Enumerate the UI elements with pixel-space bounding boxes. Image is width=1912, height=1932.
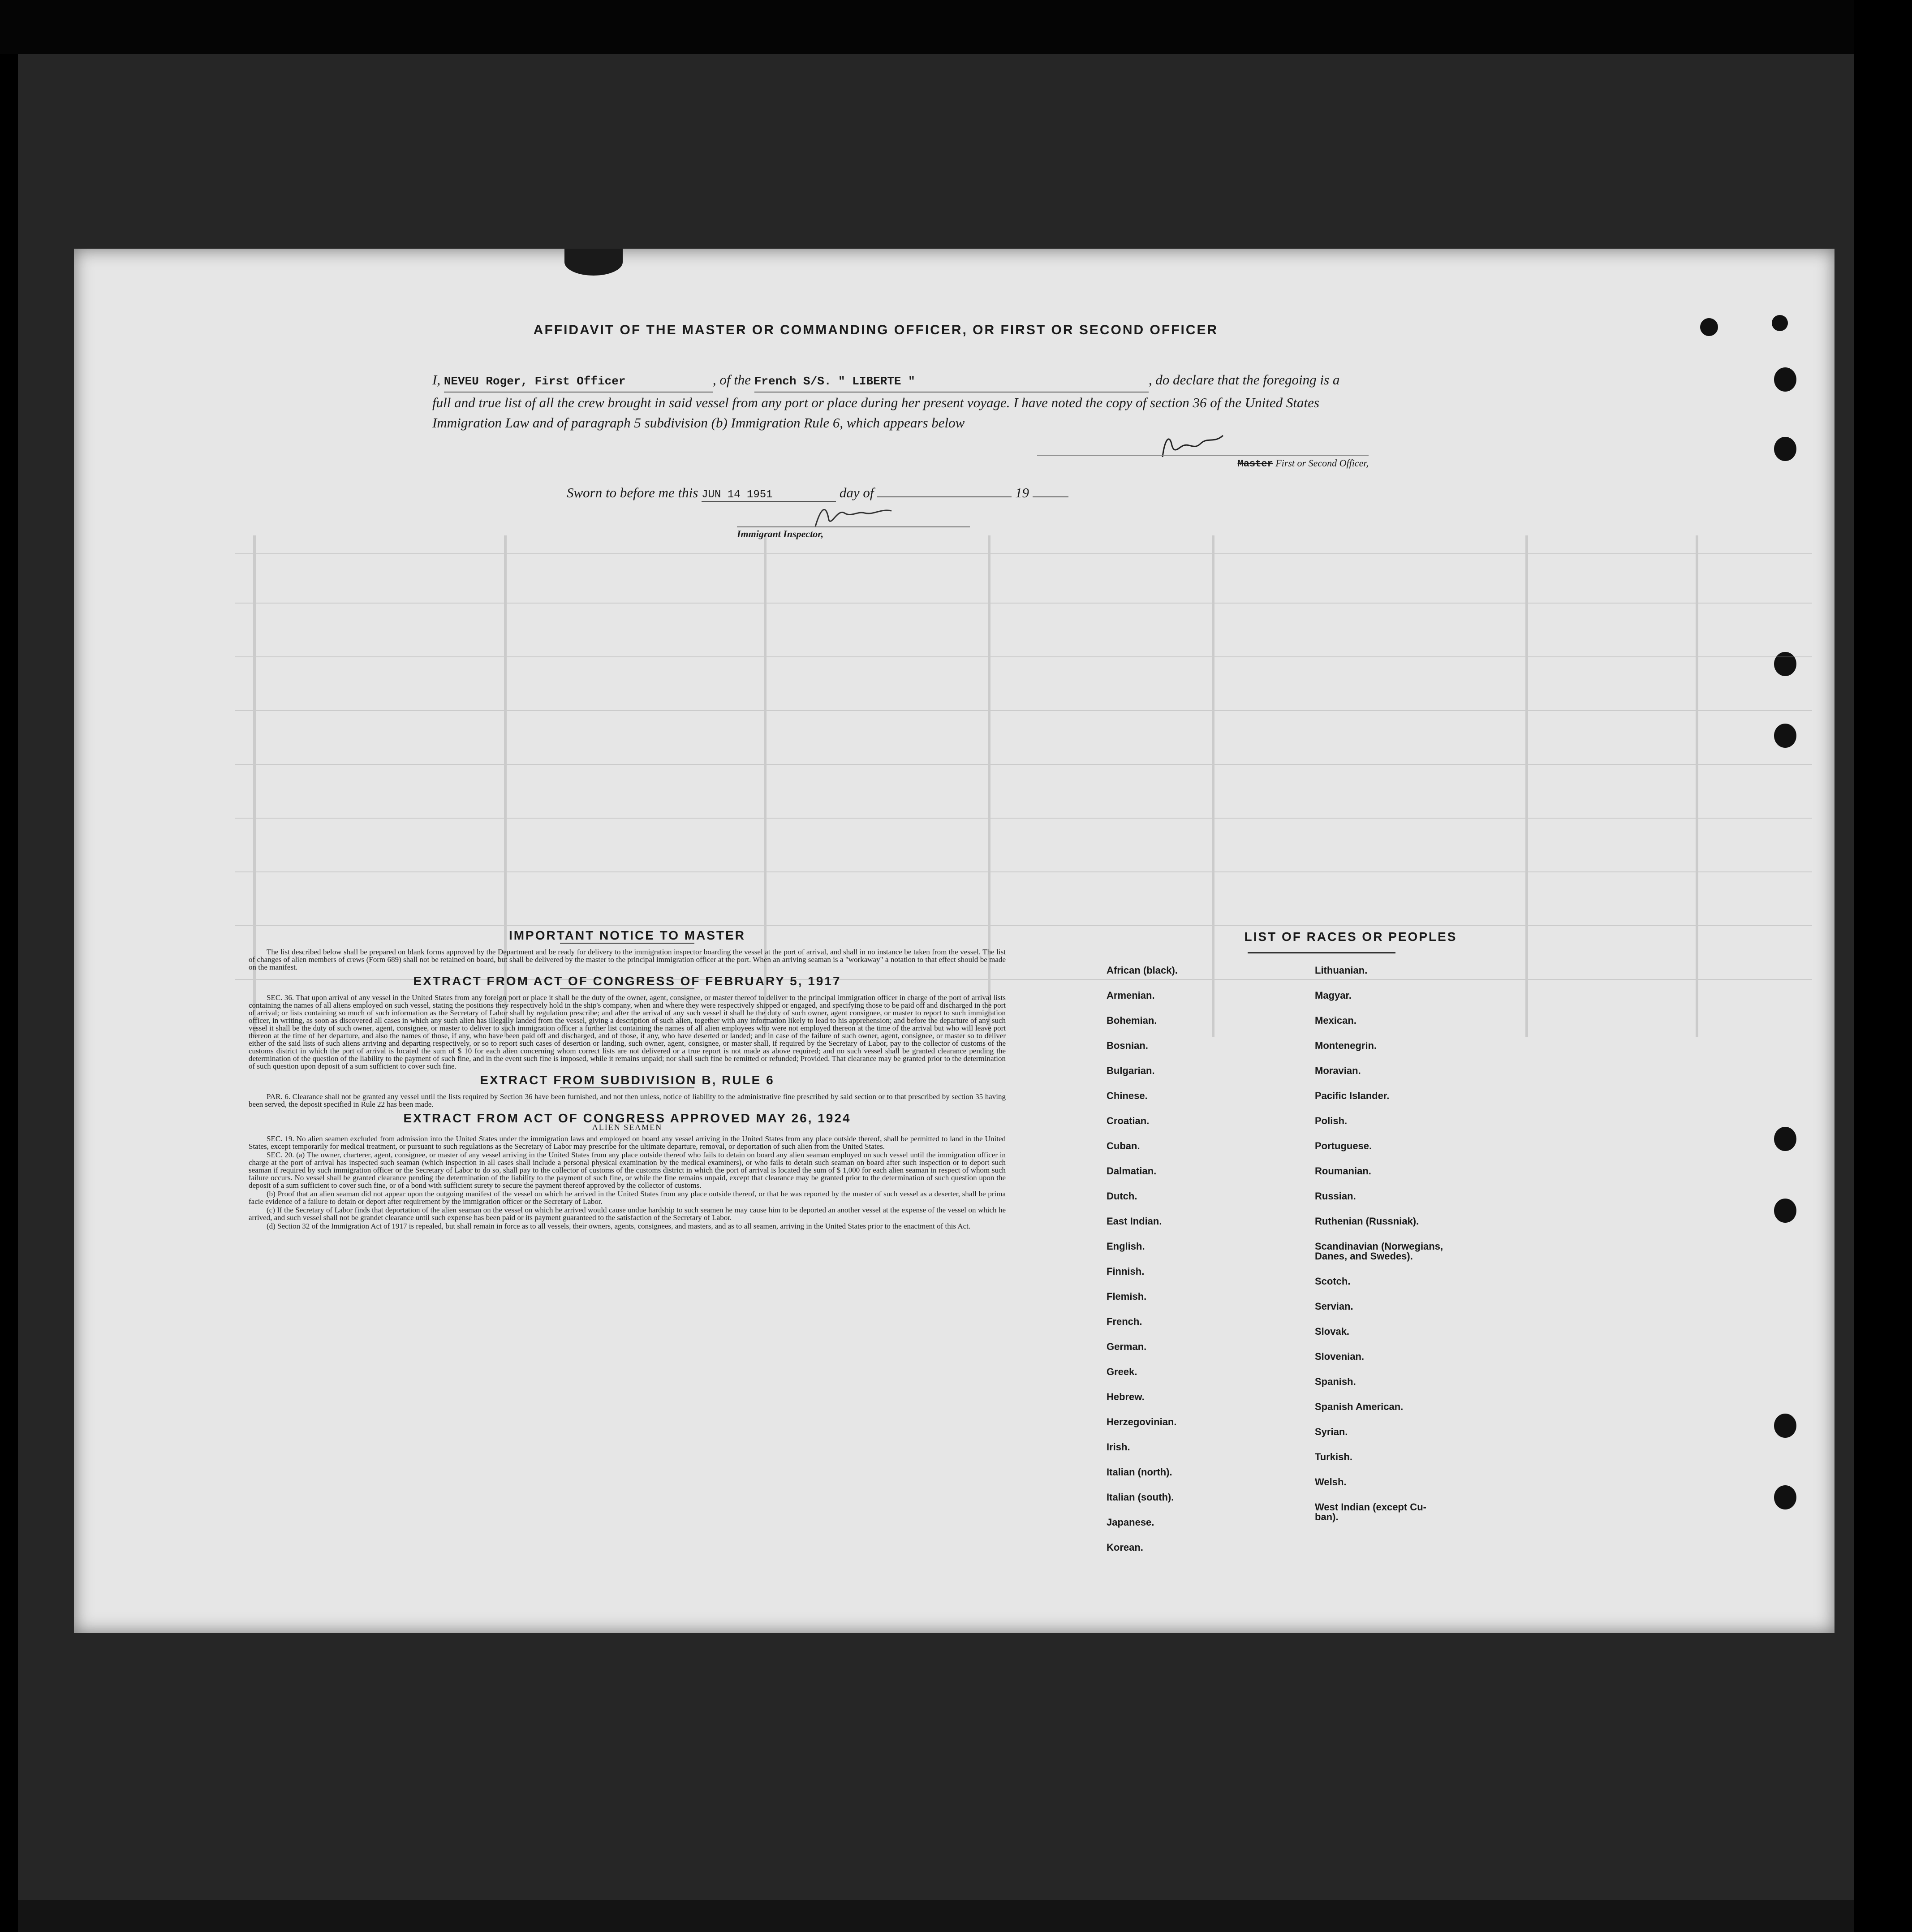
- race-item: Russian.: [1315, 1190, 1356, 1202]
- race-item: Japanese.: [1107, 1517, 1154, 1528]
- date-stamp: JUN 14 1951: [702, 489, 773, 501]
- race-item: Portuguese.: [1315, 1140, 1372, 1151]
- race-item: Flemish.: [1107, 1291, 1147, 1302]
- declaration-pronoun: I,: [432, 372, 441, 388]
- of-the-label: , of the: [712, 372, 751, 388]
- race-item: Magyar.: [1315, 990, 1352, 1001]
- extract-1917-text: SEC. 36. That upon arrival of any vessel in the United States from any foreign port or place it shall be the duty of the owner, agent, consignee, or master thereof to deliver to the principal immigration officer in charge of the port of arrival lists containing the names of all aliens employed on such vessel, stating the positions they respectively hold in the ship's company, when and where they were respectively shipped or engaged, and specifying those to be paid off and discharged in the port of arrival; or lists containing so much of such information as the Secretary of Labor shall by regulation prescribe; and after the arrival of any such vessel it shall be the duty of such owner, agent consignee, or master to report to such immigration officer, in writing, as soon as discovered all cases in which any such alien has illegally landed from the vessel, giving a description of such alien, together with any information likely to lead to his apprehension; and before the departure of any such vessel it shall be the duty of such owner, agent, consignee, or master to deliver to such immigration officer a further list containing the names of all alien employees who were not employed thereon at the time of the arrival but who will leave port thereon at the time of her departure, and also the names of those, if any, who have been paid off and discharged, and of those, if any, who have deserted or landed; and in case of the failure of such owner, agent, consignee, or master so to deliver either of the said lists of such aliens arriving and departing respectively, or so to report such cases of desertion or landing, such owner, agent, consignee, or master shall, if required by the Secretary of Labor, pay to the collector of customs of the customs district in which the port of arrival is located the sum of $ 10 for each alien concerning whom correct lists are not delivered or a true report is not made as above required; and no such vessel shall be granted clearance pending the determination of the question of the liability to the payment of such fine, and in the event such fine is imposed, while it remains unpaid; nor shall such fine be remitted or refunded; Provided. That clearance may be granted prior to the determination of such question upon deposit of a sum sufficient to cover such fine.: [249, 993, 1006, 1070]
- extract-1924-sec19: SEC. 19. No alien seamen excluded from admission into the United States under the immigration laws and employed on board any vessel arriving in the United States from any place outside thereof, shall be permitted to land in the United States, except temporarily for medical treatment, or pursuant to such regulations as the Secretary of Labor may prescribe for the ultimate departure, removal, or deportation of such alien from the United States.: [249, 1134, 1006, 1151]
- extract-1924-title: EXTRACT FROM ACT OF CONGRESS APPROVED MAY 26, 1924: [403, 1111, 851, 1125]
- inspector-signature-line: Immigrant Inspector,: [737, 526, 970, 540]
- races-list-left: [1107, 966, 1223, 1568]
- race-item: Mexican.: [1315, 1015, 1356, 1026]
- punch-hole-icon: [1774, 1127, 1796, 1151]
- declaration-body: that the foregoing is a full and true list of all the crew brought in said vessel from any port or place during her present voyage. I have noted the copy of section 36 of the United States Immigration Law and of paragraph 5 subdivision (b) Immigration Rule 6, which appears below: [432, 372, 1340, 431]
- film-border-right: [1854, 0, 1912, 1932]
- race-item: Croatian.: [1107, 1115, 1150, 1126]
- races-title-rule: [1248, 952, 1395, 953]
- race-item: Dalmatian.: [1107, 1165, 1157, 1177]
- film-edge-strip: [0, 0, 1912, 54]
- races-title: LIST OF RACES OR PEOPLES: [1244, 930, 1457, 944]
- do-declare-label: , do declare: [1148, 372, 1214, 388]
- race-item: Slovenian.: [1315, 1351, 1365, 1362]
- race-item: Korean.: [1107, 1542, 1143, 1553]
- film-border-left: [0, 0, 18, 1932]
- sworn-day-label: day of: [839, 485, 874, 500]
- legal-notice-block: [249, 925, 1006, 1231]
- extract-1924-sec20d: (d) Section 32 of the Immigration Act of 1917 is repealed, but shall remain in force as to all vessels, their owners, agents, consignees, and masters, and as to all seamen, arriving in the United States prior to the enactment of this Act.: [267, 1222, 971, 1230]
- punch-hole-icon: [1774, 367, 1796, 392]
- extract-1917-title: EXTRACT FROM ACT OF CONGRESS OF FEBRUARY 5, 1917: [413, 974, 841, 988]
- notice-text: The list described below shall be prepared on blank forms approved by the Department and be ready for delivery to the immigration inspector boarding the vessel at the port of arrival, and shall in no instance be taken from the vessel. The list of changes of alien members of crews (Form 689) shall not be retained on board, but shall be delivered by the master to the principal immigration officer at the port. When an arriving seaman is a "workaway" a notation to that effect should be made on the manifest.: [249, 948, 1006, 971]
- heading-rule: [560, 1087, 694, 1088]
- sworn-prefix: Sworn to before me this: [567, 485, 698, 500]
- sworn-month-field: [877, 496, 1012, 497]
- race-item: Polish.: [1315, 1115, 1348, 1126]
- race-item: Cuban.: [1107, 1140, 1140, 1151]
- officer-name: NEVEU Roger, First Officer: [444, 375, 626, 388]
- race-item: West Indian (except Cu- ban).: [1315, 1501, 1426, 1522]
- race-item: Pacific Islander.: [1315, 1090, 1390, 1101]
- race-item: Turkish.: [1315, 1451, 1352, 1462]
- extract-rule6-title: EXTRACT FROM SUBDIVISION B, RULE 6: [480, 1073, 775, 1087]
- race-item: Slovak.: [1315, 1326, 1350, 1337]
- document-page: [74, 249, 1834, 1633]
- race-item: Moravian.: [1315, 1065, 1361, 1076]
- race-item: Italian (north).: [1107, 1466, 1172, 1478]
- extract-1924-sec20c: (c) If the Secretary of Labor finds that deportation of the alien seaman on the vessel on which he arrived would cause undue hardship to such seamen he may cause him to be deported an another vessel at the expense of the vessel on which he arrived, and such vessel shall not be grandet clearance until such expense has been paid or its payment guaranteed to the satisfaction of the Secretary of Labor.: [249, 1206, 1006, 1222]
- race-item: Dutch.: [1107, 1190, 1137, 1202]
- punch-hole-icon: [1774, 1485, 1796, 1509]
- declaration: [432, 370, 1355, 433]
- race-item: Scandinavian (Norwegians, Danes, and Swedes).: [1315, 1241, 1443, 1262]
- race-item: Armenian.: [1107, 990, 1155, 1001]
- extract-1924-sec20a: SEC. 20. (a) The owner, charterer, agent, consignee, or master of any vessel arriving in the United States from any place outside thereof who fails to detain on board any alien seaman employed on such vessel until the immigration officer in charge at the port of arrival has inspected such seaman (which inspection in all cases shall include a personal physical examination by the medical examiners), or who fails to detain such seaman on board after such inspection or to deport such seaman if required by such immigration officer or the Secretary of Labor to do so, shall pay to the collector of customs of the customs district in which the port of arrival is located the sum of $ 1,000 for each alien seaman in respect of whom such failure occurs. No vessel shall be granted clearance pending the determination of the liability to the payment of such fine, or while the fine remains unpaid, except that clearance may be granted prior to the determination of such question upon the deposit of a sum sufficient to cover such fine, or of a bond with sufficient surety to secure the payment thereof approved by the collector of customs.: [249, 1151, 1006, 1190]
- extract-1924-sec20b: (b) Proof that an alien seaman did not appear upon the outgoing manifest of the vessel on which he arrived in the United States from any place outside thereof, or that he was reported by the master of such vessel as a deserter, shall be prima facie evidence of a failure to detain or deport after requirement by the immigration officer or the Secretary of Labor.: [249, 1190, 1006, 1206]
- race-item: Finnish.: [1107, 1266, 1145, 1277]
- race-item: Irish.: [1107, 1441, 1130, 1453]
- officer-signature-line: [1037, 455, 1369, 470]
- heading-rule: [560, 988, 694, 989]
- race-item: Welsh.: [1315, 1476, 1347, 1488]
- notice-title: IMPORTANT NOTICE TO MASTER: [508, 928, 746, 942]
- race-item: Ruthenian (Russniak).: [1315, 1216, 1419, 1227]
- officer-signature-label: First or Second Officer,: [1275, 457, 1369, 469]
- punch-hole-icon: [1774, 437, 1796, 461]
- punch-hole-icon: [1772, 315, 1788, 331]
- race-item: East Indian.: [1107, 1216, 1162, 1227]
- affidavit-title: AFFIDAVIT OF THE MASTER OR COMMANDING OFFICER, OR FIRST OR SECOND OFFICER: [533, 323, 1219, 337]
- race-item: Scotch.: [1315, 1276, 1351, 1287]
- punch-hole-icon: [1700, 318, 1718, 336]
- races-list-right: [1315, 966, 1494, 1527]
- race-item: Spanish.: [1315, 1376, 1356, 1387]
- race-item: Syrian.: [1315, 1426, 1348, 1437]
- punch-hole-icon: [1774, 1199, 1796, 1223]
- race-item: Bohemian.: [1107, 1015, 1157, 1026]
- sworn-year-label: 19: [1015, 485, 1029, 500]
- race-item: Greek.: [1107, 1366, 1137, 1377]
- heading-rule: [560, 943, 694, 944]
- race-item: French.: [1107, 1316, 1142, 1327]
- extract-rule6-text: PAR. 6. Clearance shall not be granted any vessel until the lists required by Section 36 have been furnished, and not then unless, notice of liability to the administrative fine prescribed by said section or to that prescribed by section 35 having been served, the deposit specified in Rule 22 has been made.: [249, 1092, 1006, 1108]
- sworn-year-field: [1033, 496, 1068, 497]
- page-tear: [564, 249, 623, 276]
- vessel-name: French S/S. " LIBERTE ": [754, 375, 915, 388]
- race-item: Bulgarian.: [1107, 1065, 1155, 1076]
- race-item: Italian (south).: [1107, 1492, 1174, 1503]
- race-item: Herzegovinian.: [1107, 1416, 1177, 1427]
- race-item: Servian.: [1315, 1301, 1353, 1312]
- punch-hole-icon: [1774, 1414, 1796, 1438]
- race-item: Lithuanian.: [1315, 965, 1368, 976]
- race-item: Montenegrin.: [1315, 1040, 1377, 1051]
- race-item: German.: [1107, 1341, 1147, 1352]
- officer-name-field: [444, 370, 713, 392]
- race-item: African (black).: [1107, 965, 1178, 976]
- race-item: Chinese.: [1107, 1090, 1148, 1101]
- extract-1924-subtitle: ALIEN SEAMEN: [592, 1123, 663, 1132]
- race-item: Spanish American.: [1315, 1401, 1404, 1412]
- race-item: English.: [1107, 1241, 1145, 1252]
- race-item: Roumanian.: [1315, 1165, 1371, 1177]
- race-item: Bosnian.: [1107, 1040, 1148, 1051]
- race-item: Hebrew.: [1107, 1391, 1145, 1402]
- master-struck-label: Master: [1237, 458, 1273, 470]
- vessel-field: [754, 370, 1149, 392]
